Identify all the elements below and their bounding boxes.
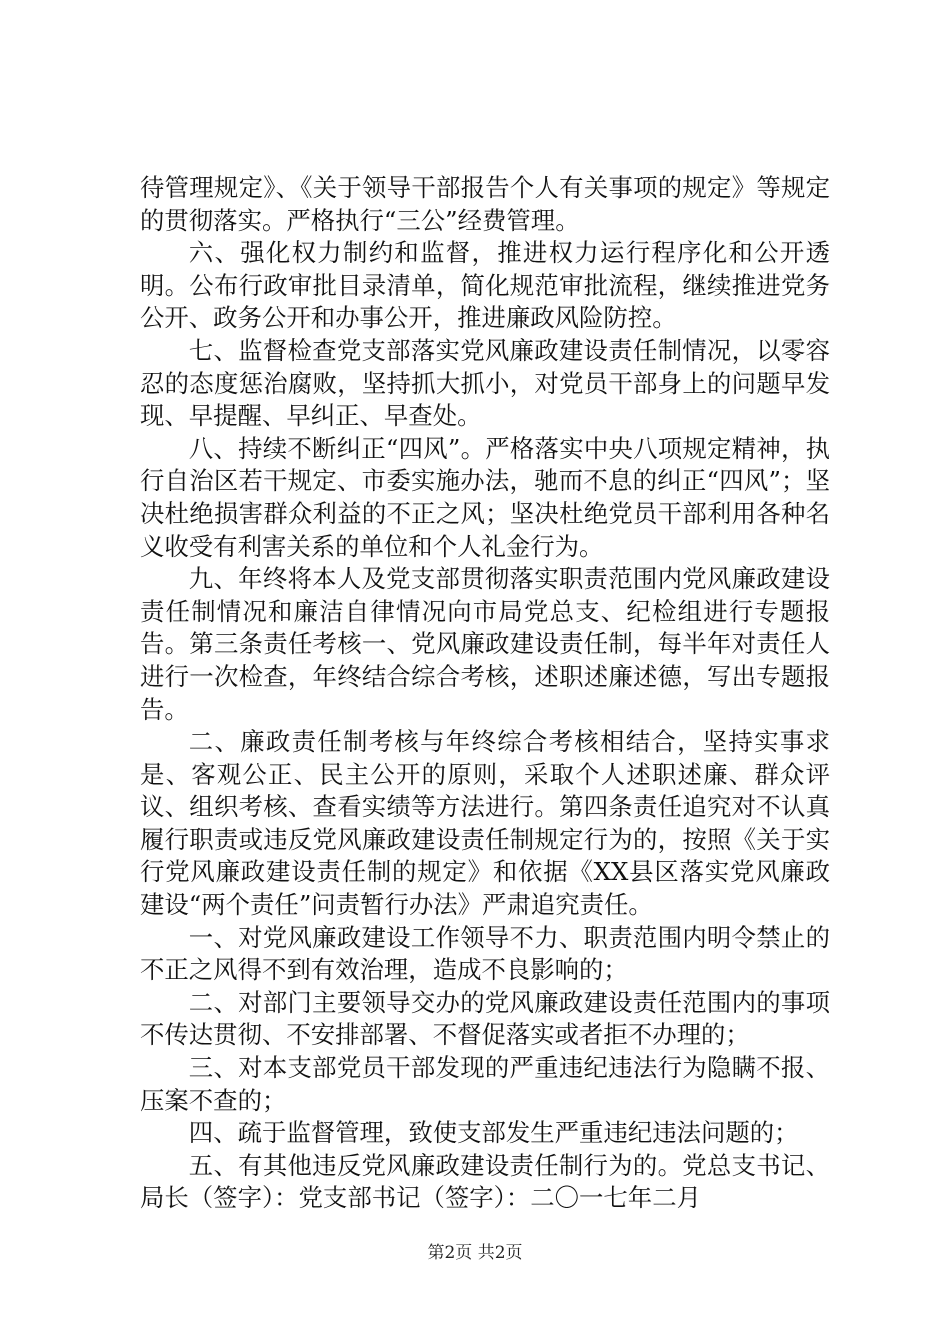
paragraph-accountability-2: 二、对部门主要领导交办的党风廉政建设责任范围内的事项不传达贯彻、不安排部署、不督促落实或者拒不办理的； — [140, 987, 830, 1050]
paragraph-assessment-2: 二、廉政责任制考核与年终综合考核相结合，坚持实事求是、客观公正、民主公开的原则，采取个人述职述廉、群众评议、组织考核、查看实绩等方法进行。第四条责任追究对不认真履行职责或违反党风廉政建设责任制规定行为的，按照《关于实行党风廉政建设责任制的规定》和依据《XX县区落实党风廉政建设“两个责任”问责暂行办法》严肃追究责任。 — [140, 727, 830, 920]
paragraph-item-9: 九、年终将本人及党支部贯彻落实职责范围内党风廉政建设责任制情况和廉洁自律情况向市局党总支、纪检组进行专题报告。第三条责任考核一、党风廉政建设责任制，每半年对责任人进行一次检查，年终结合综合考核，述职述廉述德，写出专题报告。 — [140, 564, 830, 724]
page-number-footer: 第2页 共2页 — [427, 1243, 523, 1263]
document-body — [140, 172, 830, 1215]
paragraph-item-7: 七、监督检查党支部落实党风廉政建设责任制情况，以零容忍的态度惩治腐败，坚持抓大抓小，对党员干部身上的问题早发现、早提醒、早纠正、早查处。 — [140, 335, 830, 431]
paragraph-item-6: 六、强化权力制约和监督，推进权力运行程序化和公开透明。公布行政审批目录清单，简化规范审批流程，继续推进党务公开、政务公开和办事公开，推进廉政风险防控。 — [140, 238, 830, 333]
paragraph-accountability-5: 五、有其他违反党风廉政建设责任制行为的。党总支书记、局长（签字）：党支部书记（签字）：二〇一七年二月 — [140, 1150, 830, 1213]
paragraph-item-8: 八、持续不断纠正“四风”。严格落实中央八项规定精神，执行自治区若干规定、市委实施办法，驰而不息的纠正“四风”；坚决杜绝损害群众利益的不正之风；坚决杜绝党员干部利用各种名义收受有利害关系的单位和个人礼金行为。 — [140, 433, 830, 561]
paragraph-accountability-3: 三、对本支部党员干部发现的严重违纪违法行为隐瞒不报、压案不查的； — [140, 1053, 830, 1115]
paragraph-continuation: 待管理规定》、《关于领导干部报告个人有关事项的规定》等规定的贯彻落实。严格执行“三公”经费管理。 — [140, 173, 830, 235]
paragraph-accountability-1: 一、对党风廉政建设工作领导不力、职责范围内明令禁止的不正之风得不到有效治理，造成不良影响的； — [140, 922, 830, 985]
paragraph-accountability-4: 四、疏于监督管理，致使支部发生严重违纪违法问题的； — [188, 1118, 799, 1148]
